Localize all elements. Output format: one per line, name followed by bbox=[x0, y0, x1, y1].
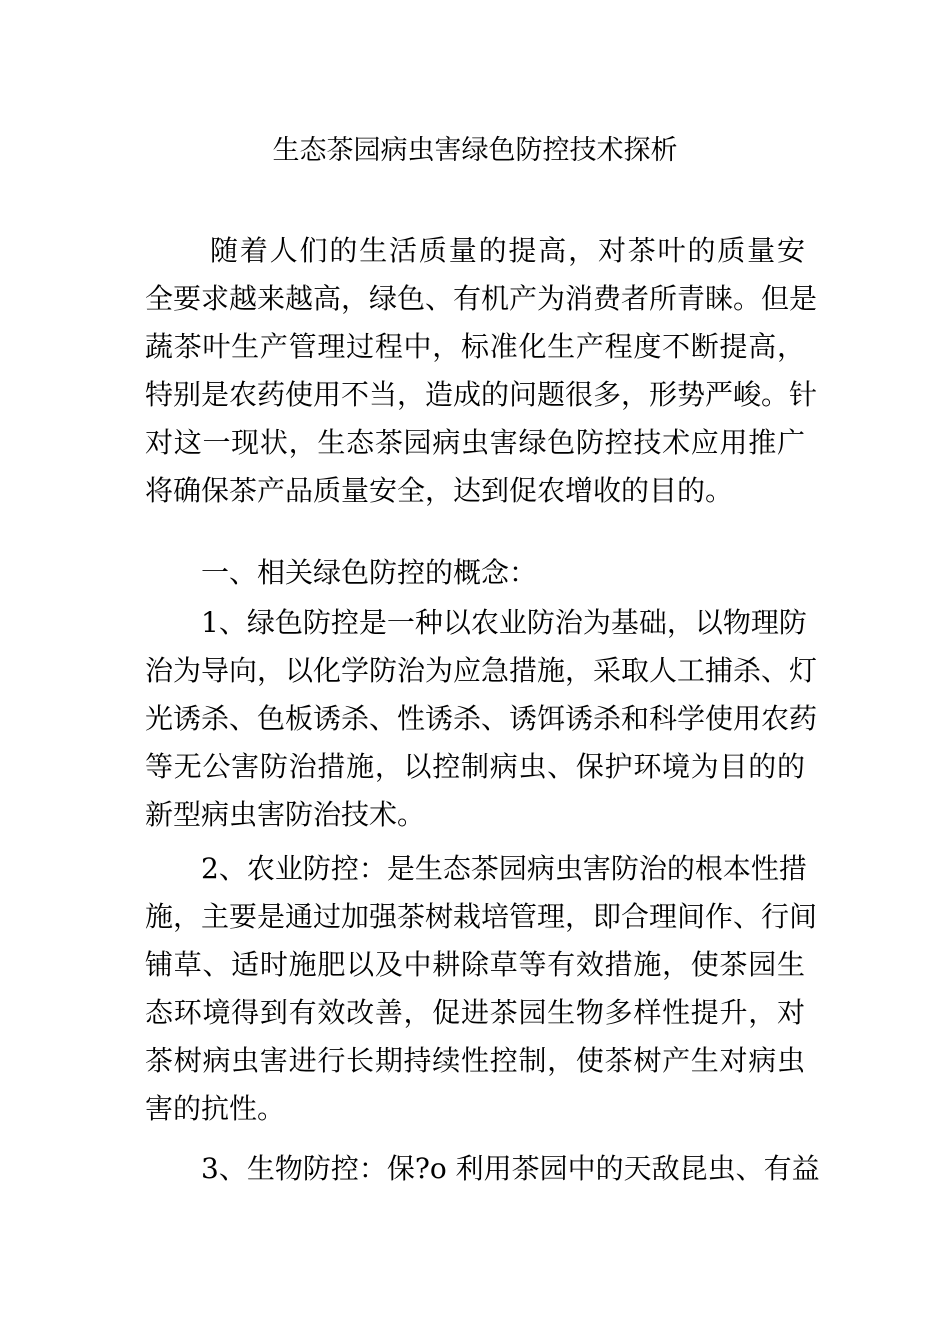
text-line: 1、绿色防控是一种以农业防治为基础，以物理防 bbox=[201, 606, 807, 639]
intro-paragraph bbox=[145, 227, 818, 515]
text-line: 治为导向，以化学防治为应急措施，采取人工捕杀、灯 bbox=[145, 654, 818, 687]
text-line: 将确保茶产品质量安全，达到促农增收的目的。 bbox=[145, 474, 734, 507]
text-line: 光诱杀、色板诱杀、性诱杀、诱饵诱杀和科学使用农药 bbox=[145, 702, 818, 735]
text-line: 害的抗性。 bbox=[145, 1092, 286, 1125]
section-heading: 一、相关绿色防控的概念： bbox=[201, 556, 538, 589]
text-line: 铺草、适时施肥以及中耕除草等有效措施，使茶园生 bbox=[145, 948, 805, 981]
text-line: 特别是农药使用不当，造成的问题很多，形势严峻。针 bbox=[145, 378, 818, 411]
text-line: 全要求越来越高，绿色、有机产为消费者所青睐。但是 bbox=[145, 282, 818, 315]
text-line: 新型病虫害防治技术。 bbox=[145, 798, 426, 831]
item-1-paragraph bbox=[145, 599, 818, 839]
text-line: 等无公害防治措施，以控制病虫、保护环境为目的的 bbox=[145, 750, 805, 783]
text-line: 3、生物防控：保?o 利用茶园中的天敌昆虫、有益 bbox=[201, 1152, 820, 1185]
text-line: 对这一现状，生态茶园病虫害绿色防控技术应用推广 bbox=[145, 426, 805, 459]
text-line: 施，主要是通过加强茶树栽培管理，即合理间作、行间 bbox=[145, 900, 818, 933]
item-2-paragraph bbox=[145, 845, 818, 1133]
item-3-paragraph bbox=[145, 1145, 820, 1193]
text-line: 2、农业防控：是生态茶园病虫害防治的根本性措 bbox=[201, 852, 807, 885]
section-heading-paragraph bbox=[145, 549, 805, 597]
text-line: 随着人们的生活质量的提高，对茶叶的质量安 bbox=[210, 234, 805, 267]
text-line: 茶树病虫害进行长期持续性控制，使茶树产生对病虫 bbox=[145, 1044, 805, 1077]
document-title: 生态茶园病虫害绿色防控技术探析 bbox=[272, 135, 678, 166]
text-line: 蔬茶叶生产管理过程中，标准化生产程度不断提高， bbox=[145, 330, 805, 363]
text-line: 态环境得到有效改善，促进茶园生物多样性提升，对 bbox=[145, 996, 805, 1029]
